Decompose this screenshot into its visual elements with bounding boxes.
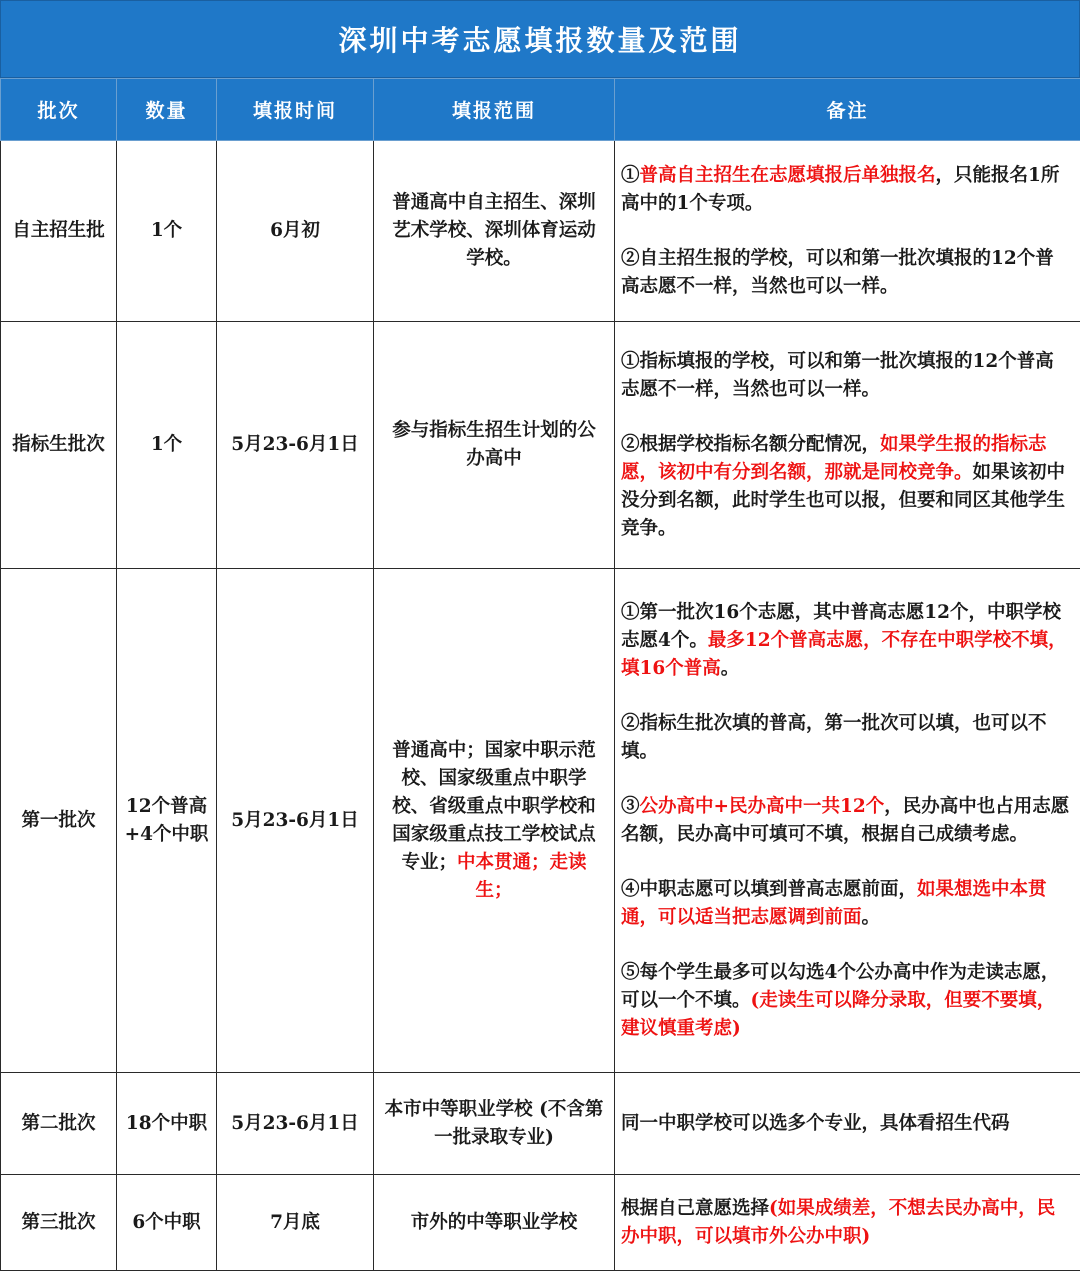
note-text: 。 (862, 907, 881, 928)
note-item (621, 162, 1072, 218)
range-text: 参与指标生招生计划的公办高中 (392, 420, 596, 469)
note-item (621, 245, 1072, 301)
header-time: 填报时间 (217, 79, 374, 141)
batch-cell: 指标生批次 (1, 322, 117, 569)
time-cell: 5月23-6月1日 (217, 569, 374, 1073)
range-text: 市外的中等职业学校 (411, 1212, 578, 1233)
note-cell (615, 141, 1080, 322)
note-text: 同一中职学校可以选多个专业，具体看招生代码 (621, 1113, 1010, 1134)
note-item (621, 599, 1072, 683)
range-text: 普通高中自主招生、深圳艺术学校、深圳体育运动学校。 (392, 192, 596, 269)
note-text: 根据学校指标名额分配情况， (640, 434, 881, 455)
note-text: ，民办高中也占用志愿名额，民办高中可填可不填，根据自己成绩考虑。 (621, 796, 1069, 845)
note-cell (615, 1175, 1080, 1271)
note-text: ，只能报名1所高中的1个专项。 (621, 165, 1059, 214)
note-text: 每个学生最多可以勾选4个公办高中作为走读志愿，可以一个不填。 (621, 962, 1059, 1011)
note-text: 。 (721, 658, 740, 679)
note-text: 自主招生报的学校，可以和第一批次填报的12个普高志愿不一样，当然也可以一样。 (621, 248, 1054, 297)
range-text: 本市中等职业学校 (不含第一批录取专业) (385, 1099, 604, 1148)
note-cell (615, 1073, 1080, 1175)
header-note: 备注 (615, 79, 1080, 141)
note-highlight: 如果想选中本贯通，可以适当把志愿调到前面 (621, 879, 1047, 928)
table-row (1, 141, 1080, 322)
range-cell (374, 322, 615, 569)
note-text: 中职志愿可以填到普高志愿前面， (640, 879, 918, 900)
time-cell: 7月底 (217, 1175, 374, 1271)
time-cell: 5月23-6月1日 (217, 1073, 374, 1175)
batch-cell: 第二批次 (1, 1073, 117, 1175)
note-highlight: 公办高中+民办高中一共12个 (640, 796, 885, 817)
note-marker: ① (621, 351, 640, 372)
quantity-cell: 1个 (117, 141, 217, 322)
note-marker: ⑤ (621, 962, 640, 983)
table-row (1, 322, 1080, 569)
range-cell (374, 1175, 615, 1271)
note-text: 指标生批次填的普高，第一批次可以填，也可以不填。 (621, 713, 1047, 762)
quantity-cell: 12个普高+4个中职 (117, 569, 217, 1073)
note-text: 第一批次16个志愿，其中普高志愿12个，中职学校志愿4个。 (621, 602, 1061, 651)
note-item (621, 1195, 1072, 1251)
time-cell: 6月初 (217, 141, 374, 322)
note-item (621, 431, 1072, 543)
range-text: 普通高中；国家中职示范校、国家级重点中职学校、省级重点中职学校和国家级重点技工学校试点专业； (392, 740, 596, 873)
note-highlight: (如果成绩差，不想去民办高中，民办中职，可以填市外公办中职) (621, 1198, 1055, 1247)
note-marker: ④ (621, 879, 640, 900)
header-batch: 批次 (1, 79, 117, 141)
batch-cell: 第一批次 (1, 569, 117, 1073)
table-title: 深圳中考志愿填报数量及范围 (0, 0, 1080, 78)
table-row (1, 1175, 1080, 1271)
volunteer-table (0, 78, 1080, 1271)
table-row (1, 1073, 1080, 1175)
note-item (621, 348, 1072, 404)
note-marker: ② (621, 713, 640, 734)
note-text: 根据自己意愿选择 (621, 1198, 769, 1219)
header-quantity: 数量 (117, 79, 217, 141)
quantity-cell: 1个 (117, 322, 217, 569)
note-item (621, 793, 1072, 849)
note-marker: ② (621, 434, 640, 455)
batch-cell: 自主招生批 (1, 141, 117, 322)
quantity-cell: 18个中职 (117, 1073, 217, 1175)
table-row (1, 569, 1080, 1073)
note-text: 如果该初中没分到名额，此时学生也可以报，但要和同区其他学生竞争。 (621, 462, 1065, 539)
note-text: 指标填报的学校，可以和第一批次填报的12个普高志愿不一样，当然也可以一样。 (621, 351, 1054, 400)
header-row (1, 79, 1080, 141)
note-marker: ① (621, 165, 640, 186)
batch-cell: 第三批次 (1, 1175, 117, 1271)
time-cell: 5月23-6月1日 (217, 322, 374, 569)
note-highlight: 普高自主招生在志愿填报后单独报名 (640, 165, 936, 186)
note-item (621, 710, 1072, 766)
note-marker: ③ (621, 796, 640, 817)
note-highlight: 最多12个普高志愿，不存在中职学校不填，填16个普高 (621, 630, 1067, 679)
note-highlight: 如果学生报的指标志愿，该初中有分到名额，那就是同校竞争。 (621, 434, 1047, 483)
range-cell (374, 569, 615, 1073)
range-highlight: 中本贯通；走读生； (457, 852, 587, 901)
note-cell (615, 322, 1080, 569)
note-highlight: (走读生可以降分录取，但要不要填，建议慎重考虑) (621, 990, 1055, 1039)
note-item (621, 876, 1072, 932)
note-marker: ② (621, 248, 640, 269)
note-marker: ① (621, 602, 640, 623)
note-item (621, 959, 1072, 1043)
range-cell (374, 1073, 615, 1175)
header-range: 填报范围 (374, 79, 615, 141)
note-cell (615, 569, 1080, 1073)
quantity-cell: 6个中职 (117, 1175, 217, 1271)
note-item (621, 1110, 1072, 1138)
range-cell (374, 141, 615, 322)
